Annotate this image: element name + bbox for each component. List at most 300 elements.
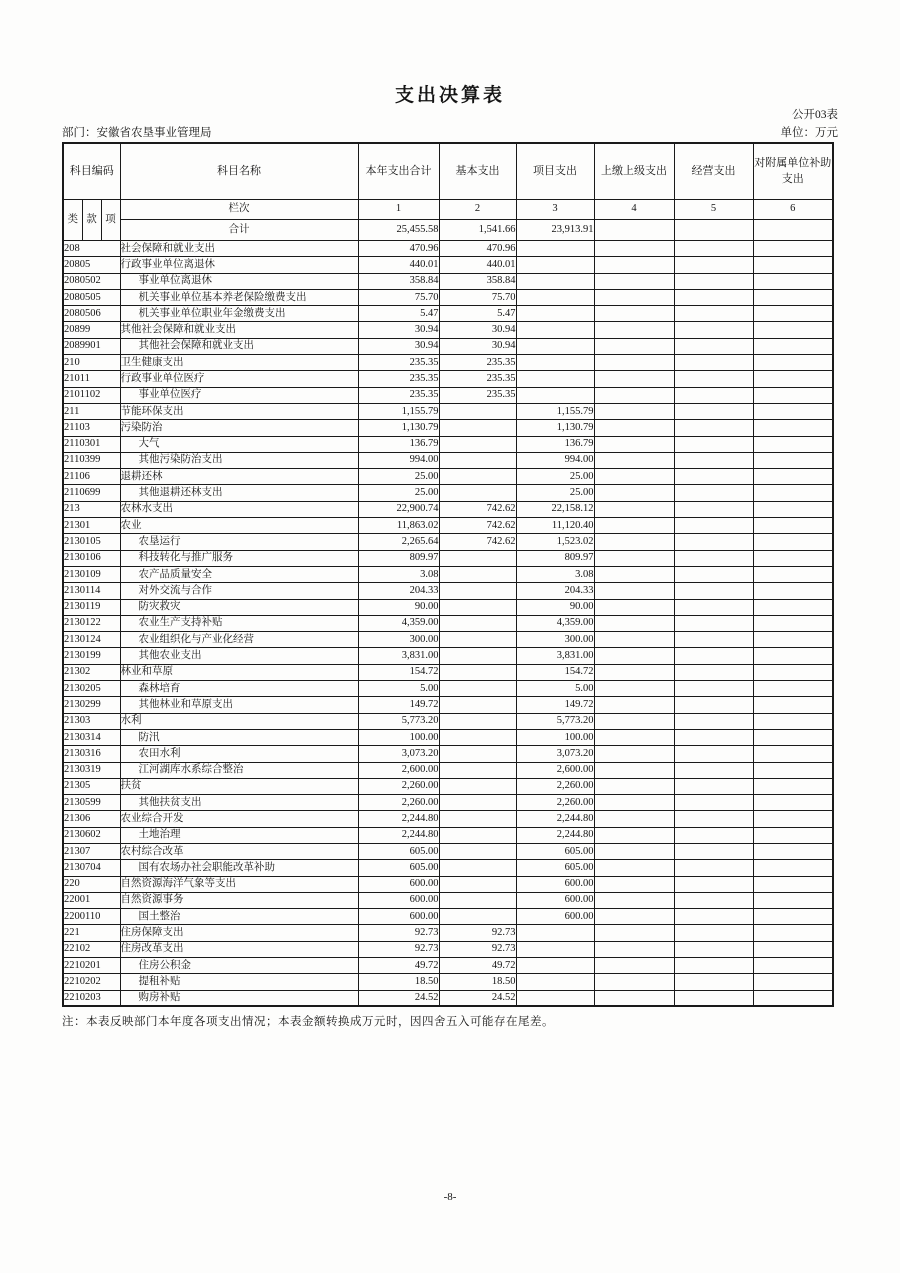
value-cell [753,990,833,1006]
value-cell [674,371,753,387]
value-cell [439,436,516,452]
subject-code-cell: 20899 [63,322,120,338]
value-cell [594,811,674,827]
table-row [63,485,833,501]
value-cell [439,469,516,485]
value-cell: 2,600.00 [516,762,594,778]
subject-name-cell: 农村综合改革 [120,843,358,859]
value-cell [674,990,753,1006]
table-row [63,811,833,827]
value-cell [753,534,833,550]
value-cell: 742.62 [439,518,516,534]
value-cell [439,452,516,468]
value-cell [753,566,833,582]
table-row [63,420,833,436]
value-cell: 3.08 [358,566,439,582]
value-cell [753,518,833,534]
subject-code-cell: 22001 [63,892,120,908]
header-subsidy-affiliated: 对附属单位补助支出 [753,143,833,200]
table-row [63,729,833,745]
value-cell: 994.00 [358,452,439,468]
subject-code-cell: 2080505 [63,289,120,305]
subject-name-cell: 林业和草原 [120,664,358,680]
value-cell [594,501,674,517]
value-cell [594,746,674,762]
subject-name-cell: 土地治理 [120,827,358,843]
grand-total-value [753,220,833,241]
table-row [63,241,833,257]
table-row [63,257,833,273]
value-cell: 204.33 [516,583,594,599]
table-code-label: 公开03表 [792,109,838,121]
value-cell: 90.00 [358,599,439,615]
subject-code-cell: 2130124 [63,632,120,648]
value-cell [594,843,674,859]
subject-code-cell: 22102 [63,941,120,957]
subject-name-cell: 大气 [120,436,358,452]
value-cell [753,338,833,354]
subject-code-cell: 21103 [63,420,120,436]
value-cell [674,860,753,876]
subject-code-cell: 2210201 [63,958,120,974]
value-cell: 2,260.00 [358,795,439,811]
header-subject-name: 科目名称 [120,143,358,200]
subject-name-cell: 对外交流与合作 [120,583,358,599]
subject-code-cell: 221 [63,925,120,941]
value-cell: 24.52 [358,990,439,1006]
value-cell [753,501,833,517]
value-cell [439,827,516,843]
table-row [63,403,833,419]
subject-code-cell: 208 [63,241,120,257]
subject-name-cell: 住房公积金 [120,958,358,974]
value-cell: 11,863.02 [358,518,439,534]
value-cell [439,583,516,599]
value-cell [674,762,753,778]
value-cell [439,892,516,908]
table-row [63,681,833,697]
value-cell [439,795,516,811]
grand-total-value [594,220,674,241]
value-cell [516,338,594,354]
value-cell [439,566,516,582]
subject-code-cell: 21106 [63,469,120,485]
subject-name-cell: 江河湖库水系综合整治 [120,762,358,778]
subject-code-cell: 2130314 [63,729,120,745]
value-cell [753,778,833,794]
value-cell: 100.00 [358,729,439,745]
value-cell [753,811,833,827]
subject-name-cell: 污染防治 [120,420,358,436]
subject-name-cell: 其他农业支出 [120,648,358,664]
value-cell [516,322,594,338]
value-cell [594,925,674,941]
table-row [63,941,833,957]
value-cell [753,583,833,599]
value-cell: 100.00 [516,729,594,745]
value-cell: 30.94 [358,322,439,338]
value-cell: 4,359.00 [358,615,439,631]
value-cell: 204.33 [358,583,439,599]
subject-code-cell: 210 [63,355,120,371]
value-cell: 809.97 [358,550,439,566]
value-cell [674,958,753,974]
value-cell: 5.47 [358,306,439,322]
subject-name-cell: 科技转化与推广服务 [120,550,358,566]
value-cell [594,632,674,648]
table-row [63,273,833,289]
value-cell [753,729,833,745]
value-cell: 30.94 [439,322,516,338]
value-cell [594,974,674,990]
subject-name-cell: 其他污染防治支出 [120,452,358,468]
table-row [63,518,833,534]
table-row [63,583,833,599]
value-cell: 600.00 [516,876,594,892]
subject-code-cell: 21302 [63,664,120,680]
value-cell [753,241,833,257]
value-cell [674,452,753,468]
table-row [63,338,833,354]
subject-code-cell: 2130122 [63,615,120,631]
value-cell: 605.00 [516,843,594,859]
column-index: 5 [674,200,753,220]
table-body [63,241,833,1007]
value-cell: 154.72 [358,664,439,680]
value-cell [594,518,674,534]
subject-name-cell: 其他扶贫支出 [120,795,358,811]
subject-name-cell: 农业 [120,518,358,534]
value-cell [674,729,753,745]
value-cell: 18.50 [439,974,516,990]
subject-code-cell: 2110699 [63,485,120,501]
header-row [63,143,833,200]
subheader-section: 款 [82,200,101,241]
value-cell: 49.72 [439,958,516,974]
subject-name-cell: 防灾救灾 [120,599,358,615]
value-cell: 5.00 [516,681,594,697]
value-cell [674,338,753,354]
subject-code-cell: 21301 [63,518,120,534]
value-cell [594,387,674,403]
subject-name-cell: 行政事业单位离退休 [120,257,358,273]
value-cell [594,827,674,843]
subject-code-cell: 213 [63,501,120,517]
value-cell [594,941,674,957]
value-cell [753,436,833,452]
value-cell: 470.96 [439,241,516,257]
value-cell [674,306,753,322]
table-row [63,778,833,794]
value-cell [516,241,594,257]
value-cell: 3,831.00 [358,648,439,664]
grand-total-value: 23,913.91 [516,220,594,241]
value-cell: 605.00 [358,860,439,876]
value-cell: 1,523.02 [516,534,594,550]
table-row [63,615,833,631]
value-cell: 1,155.79 [516,403,594,419]
value-cell [516,289,594,305]
table-row [63,762,833,778]
table-row [63,550,833,566]
value-cell [594,322,674,338]
value-cell: 154.72 [516,664,594,680]
table-row [63,387,833,403]
value-cell [753,599,833,615]
subject-code-cell: 211 [63,403,120,419]
value-cell: 605.00 [516,860,594,876]
page-title: 支出决算表 [394,85,505,106]
value-cell [594,909,674,925]
subject-name-cell: 节能环保支出 [120,403,358,419]
value-cell [594,550,674,566]
value-cell: 149.72 [516,697,594,713]
subject-name-cell: 森林培育 [120,681,358,697]
value-cell: 30.94 [358,338,439,354]
subject-code-cell: 2110399 [63,452,120,468]
value-cell [439,697,516,713]
subject-name-cell: 农业综合开发 [120,811,358,827]
value-cell: 470.96 [358,241,439,257]
value-cell [594,257,674,273]
subject-name-cell: 机关事业单位职业年金缴费支出 [120,306,358,322]
subject-code-cell: 2089901 [63,338,120,354]
table-row [63,355,833,371]
value-cell: 1,130.79 [516,420,594,436]
value-cell [674,941,753,957]
value-cell: 440.01 [439,257,516,273]
value-cell [674,746,753,762]
table-row [63,843,833,859]
value-cell: 11,120.40 [516,518,594,534]
header-upward-payment: 上缴上级支出 [594,143,674,200]
value-cell [753,355,833,371]
subject-name-cell: 其他林业和草原支出 [120,697,358,713]
value-cell [674,322,753,338]
table-row [63,909,833,925]
value-cell [753,485,833,501]
value-cell: 4,359.00 [516,615,594,631]
value-cell: 2,260.00 [358,778,439,794]
value-cell [674,697,753,713]
value-cell [516,371,594,387]
value-cell: 235.35 [439,387,516,403]
subject-name-cell: 其他社会保障和就业支出 [120,338,358,354]
value-cell [594,403,674,419]
subject-name-cell: 农田水利 [120,746,358,762]
value-cell: 3,073.20 [358,746,439,762]
table-row [63,648,833,664]
table-row [63,632,833,648]
value-cell [516,925,594,941]
value-cell: 5.00 [358,681,439,697]
value-cell [516,355,594,371]
subject-code-cell: 2130319 [63,762,120,778]
value-cell: 605.00 [358,843,439,859]
value-cell [594,729,674,745]
value-cell: 600.00 [516,909,594,925]
value-cell: 1,155.79 [358,403,439,419]
value-cell [594,762,674,778]
value-cell [439,599,516,615]
subject-code-cell: 2130299 [63,697,120,713]
value-cell [594,338,674,354]
value-cell [594,485,674,501]
value-cell [753,860,833,876]
value-cell [516,974,594,990]
value-cell: 92.73 [439,925,516,941]
subject-name-cell: 农林水支出 [120,501,358,517]
table-row [63,452,833,468]
value-cell [439,550,516,566]
value-cell [674,811,753,827]
table-row [63,664,833,680]
value-cell [439,485,516,501]
table-row [63,974,833,990]
meta-row [62,124,838,140]
value-cell [674,843,753,859]
value-cell [674,273,753,289]
value-cell [753,387,833,403]
value-cell [516,306,594,322]
table-row [63,697,833,713]
value-cell [753,289,833,305]
value-cell [594,876,674,892]
subject-name-cell: 卫生健康支出 [120,355,358,371]
value-cell: 2,244.80 [516,811,594,827]
value-cell: 300.00 [516,632,594,648]
value-cell [439,664,516,680]
value-cell [516,273,594,289]
subject-name-cell: 自然资源海洋气象等支出 [120,876,358,892]
subject-code-cell: 2110301 [63,436,120,452]
value-cell [753,892,833,908]
value-cell [594,615,674,631]
subject-code-cell: 21306 [63,811,120,827]
value-cell: 75.70 [439,289,516,305]
subject-code-cell: 2130114 [63,583,120,599]
value-cell [753,876,833,892]
value-cell: 809.97 [516,550,594,566]
table-row [63,599,833,615]
value-cell: 2,600.00 [358,762,439,778]
subject-code-cell: 2210202 [63,974,120,990]
value-cell [674,925,753,941]
value-cell [753,273,833,289]
value-cell [594,420,674,436]
subject-code-cell: 2130316 [63,746,120,762]
value-cell [516,257,594,273]
subject-name-cell: 扶贫 [120,778,358,794]
subject-name-cell: 农垦运行 [120,534,358,550]
unit-label: 单位：万元 [780,127,838,139]
lanci-label: 栏次 [120,200,358,220]
value-cell [674,501,753,517]
value-cell [753,681,833,697]
value-cell [674,257,753,273]
grand-total-value [674,220,753,241]
subject-code-cell: 2210203 [63,990,120,1006]
value-cell [753,648,833,664]
value-cell [753,974,833,990]
value-cell [439,778,516,794]
subject-code-cell: 2130199 [63,648,120,664]
value-cell [674,795,753,811]
value-cell: 2,265.64 [358,534,439,550]
value-cell [753,909,833,925]
subject-name-cell: 农业组织化与产业化经营 [120,632,358,648]
subject-name-cell: 国有农场办社会职能改革补助 [120,860,358,876]
subject-name-cell: 社会保障和就业支出 [120,241,358,257]
table-note: 注：本表反映部门本年度各项支出情况；本表金额转换成万元时，因四舍五入可能存在尾差。 [62,1016,554,1028]
value-cell [594,583,674,599]
value-cell [439,746,516,762]
value-cell [753,322,833,338]
column-index-row [63,200,833,220]
grand-total-value: 1,541.66 [439,220,516,241]
value-cell [674,387,753,403]
value-cell [674,469,753,485]
value-cell: 235.35 [439,371,516,387]
value-cell: 235.35 [358,387,439,403]
value-cell [753,958,833,974]
subject-code-cell: 21011 [63,371,120,387]
value-cell: 25.00 [358,469,439,485]
value-cell [439,909,516,925]
value-cell: 5,773.20 [516,713,594,729]
table-row [63,925,833,941]
value-cell [594,371,674,387]
value-cell [674,485,753,501]
subject-code-cell: 21307 [63,843,120,859]
value-cell: 358.84 [358,273,439,289]
value-cell: 5,773.20 [358,713,439,729]
value-cell [594,273,674,289]
value-cell [674,420,753,436]
value-cell [439,681,516,697]
value-cell [753,615,833,631]
table-row [63,289,833,305]
value-cell [439,713,516,729]
value-cell [753,746,833,762]
value-cell [439,843,516,859]
table-row [63,876,833,892]
table-row [63,322,833,338]
subject-code-cell: 2130119 [63,599,120,615]
value-cell: 90.00 [516,599,594,615]
value-cell [594,778,674,794]
value-cell [439,876,516,892]
value-cell [516,958,594,974]
table-row [63,795,833,811]
subject-name-cell: 购房补贴 [120,990,358,1006]
value-cell [674,355,753,371]
value-cell [674,909,753,925]
subject-code-cell: 20805 [63,257,120,273]
value-cell: 600.00 [516,892,594,908]
value-cell [674,550,753,566]
value-cell [753,306,833,322]
value-cell: 2,244.80 [358,827,439,843]
subject-name-cell: 水利 [120,713,358,729]
table-row [63,501,833,517]
department-label: 部门：安徽省农垦事业管理局 [62,127,212,139]
value-cell [674,713,753,729]
table-row [63,892,833,908]
subject-name-cell: 退耕还林 [120,469,358,485]
table-row [63,746,833,762]
value-cell: 2,244.80 [516,827,594,843]
